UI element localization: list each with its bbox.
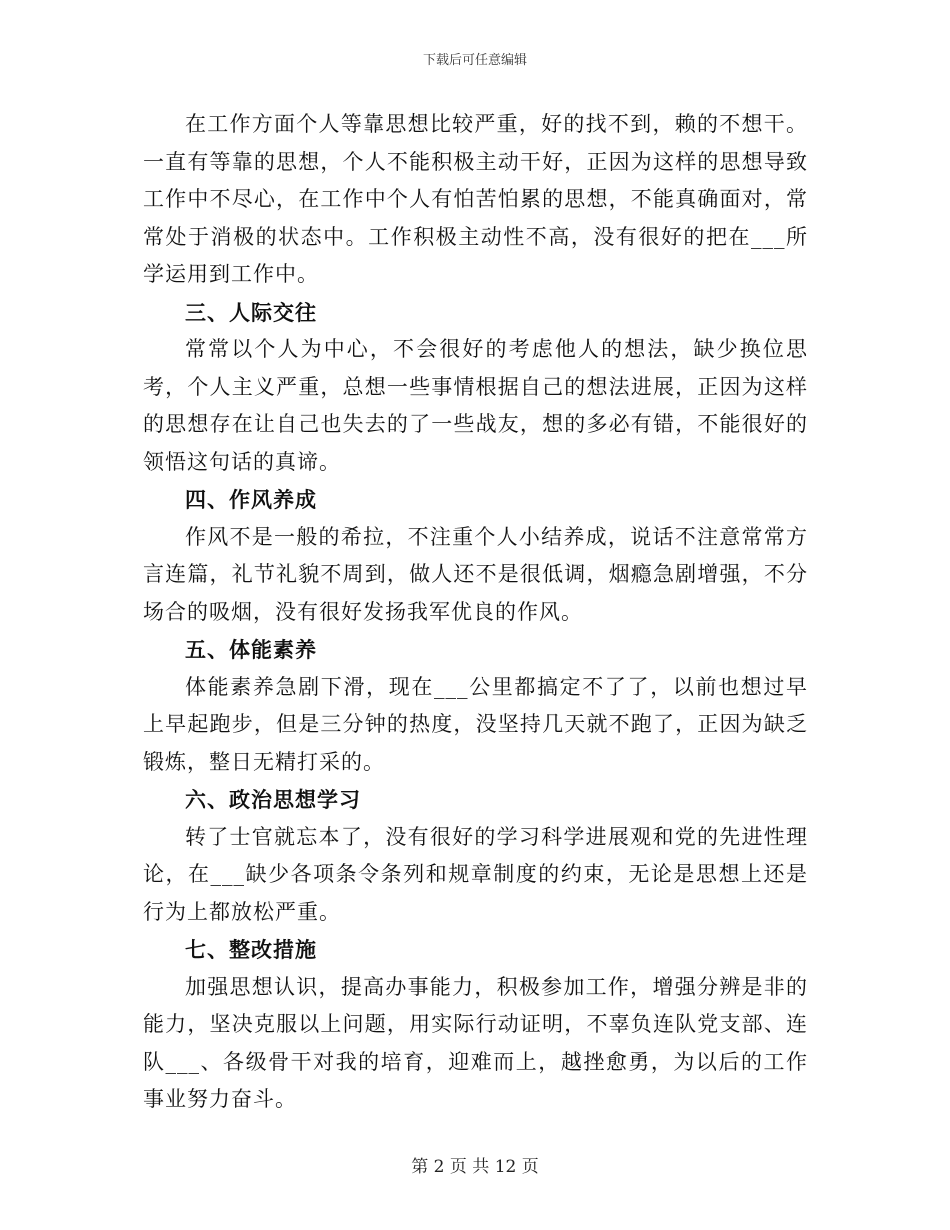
document-body xyxy=(143,106,808,1119)
paragraph-style: 作风不是一般的希拉，不注重个人小结养成，说话不注意常常方言连篇，礼节礼貌不周到，做人还不是很低调，烟瘾急剧增强，不分场合的吸烟，没有很好发扬我军优良的作风。 xyxy=(143,524,808,624)
paragraph-political-study: 转了士官就忘本了，没有很好的学习科学进展观和党的先进性理论，在___缺少各项条令条列和规章制度的约束，无论是思想上还是行为上都放松严重。 xyxy=(143,824,808,924)
paragraph-interpersonal: 常常以个人为中心，不会很好的考虑他人的想法，缺少换位思考，个人主义严重，总想一些事情根据自己的想法进展，正因为这样的思想存在让自己也失去的了一些战友，想的多必有错，不能很好的领悟这句话的真谛。 xyxy=(143,337,808,474)
paragraph-work-attitude: 在工作方面个人等靠思想比较严重，好的找不到，赖的不想干。一直有等靠的思想，个人不能积极主动干好，正因为这样的思想导致工作中不尽心，在工作中个人有怕苦怕累的思想，不能真确面对，常常处于消极的状态中。工作积极主动性不高，没有很好的把在___所学运用到工作中。 xyxy=(143,112,808,286)
section-heading-interpersonal: 三、人际交往 xyxy=(185,299,317,325)
paragraph-fitness: 体能素养急剧下滑，现在___公里都搞定不了了，以前也想过早上早起跑步，但是三分钟的热度，没坚持几天就不跑了，正因为缺乏锻炼，整日无精打采的。 xyxy=(143,674,808,774)
section-heading-political-study: 六、政治思想学习 xyxy=(185,787,361,812)
section-heading-style: 四、作风养成 xyxy=(185,487,317,512)
page-number: 第 2 页 共 12 页 xyxy=(411,1157,539,1177)
section-heading-rectification: 七、整改措施 xyxy=(185,937,317,962)
section-heading-fitness: 五、体能素养 xyxy=(185,637,317,662)
page-header-note: 下载后可任意编辑 xyxy=(422,53,527,68)
paragraph-rectification: 加强思想认识，提高办事能力，积极参加工作，增强分辨是非的能力，坚决克服以上问题，用实际行动证明，不辜负连队党支部、连队___、各级骨干对我的培育，迎难而上，越挫愈勇，为以后的工作事业努力奋斗。 xyxy=(143,974,808,1111)
